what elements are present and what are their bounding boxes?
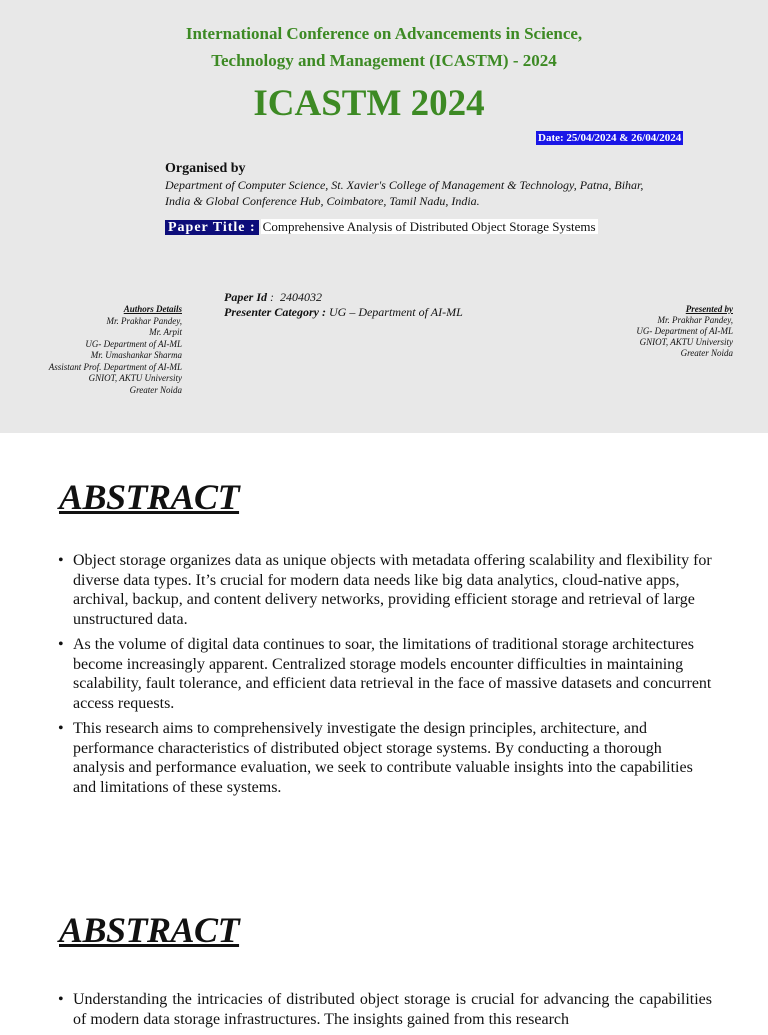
abstract-bullets [56,551,712,803]
paper-title-label: Paper Title : [165,220,259,235]
authors-details [49,304,182,396]
abstract-heading: ABSTRACT [59,910,240,950]
date-badge: Date: 25/04/2024 & 26/04/2024 [538,132,682,144]
conference-title: International Conference on Advancements in Science, Technology and Management (ICASTM) - 2024 [185,24,583,70]
presenter-line: UG- Department of AI-ML [636,326,733,336]
author-line: Mr. Arpit [149,327,182,337]
paper-title-row [165,219,598,236]
event-title: ICASTM 2024 [253,83,485,124]
list-item: • Understanding the intricacies of distributed object storage is crucial for advancing the capabilities of modern data storage infrastructures. The insights gained from this research [56,990,712,1029]
title-slide [0,0,768,433]
abstract-heading: ABSTRACT [59,477,240,517]
presenter-category-label: Presenter Category : [224,305,326,319]
paper-id: 2404032 [280,290,322,304]
author-line: GNIOT, AKTU University [88,373,182,383]
presenter-line: GNIOT, AKTU University [639,337,733,347]
author-line: Assistant Prof. Department of AI-ML [48,361,182,372]
list-item: • This research aims to comprehensively investigate the design principles, architecture, and performance characteristics of distributed object storage systems. By conducting a thorough analysis and performance evaluation, we seek to contribute valuable insights into the capabilities and limitations of these systems. [56,719,712,797]
author-line: Mr. Umashankar Sharma [90,350,182,360]
presented-heading: Presented by [685,304,733,314]
author-line: UG- Department of AI-ML [85,338,182,349]
presenter-category: UG – Department of AI-ML [328,305,463,319]
presenter-line: Mr. Prakhar Pandey, [657,315,733,325]
presented-by [636,304,733,359]
organiser-text: Department of Computer Science, St. Xavier's College of Management & Technology, Patna, Bihar, India & Global Conference Hub, Coimbatore, Tamil Nadu, India. [165,178,644,208]
paper-id-label: Paper Id [224,290,267,304]
author-line: Mr. Prakhar Pandey, [106,315,182,326]
authors-heading: Authors Details [123,304,182,314]
abstract-bullets [56,990,712,1035]
organised-by-label: Organised by [165,161,246,176]
author-line: Greater Noida [129,384,182,395]
list-item: • Object storage organizes data as unique objects with metadata offering scalability and flexibility for diverse data types. It’s crucial for modern data needs like big data analytics, cloud-native apps, archival, backup, and content delivery networks, providing efficient storage and retrieval of large unstructured data. [56,551,712,629]
list-item: • As the volume of digital data continues to soar, the limitations of traditional storage architectures become increasingly apparent. Centralized storage models encounter difficulties in maintaining scalability, fault tolerance, and efficient data retrieval in the face of massive datasets and concurrent access requests. [56,635,712,713]
paper-meta: Paper Id : 2404032 Presenter Category : UG – Department of AI-ML [224,290,463,319]
presenter-line: Greater Noida [680,348,733,358]
paper-title: Comprehensive Analysis of Distributed Object Storage Systems [262,219,596,234]
